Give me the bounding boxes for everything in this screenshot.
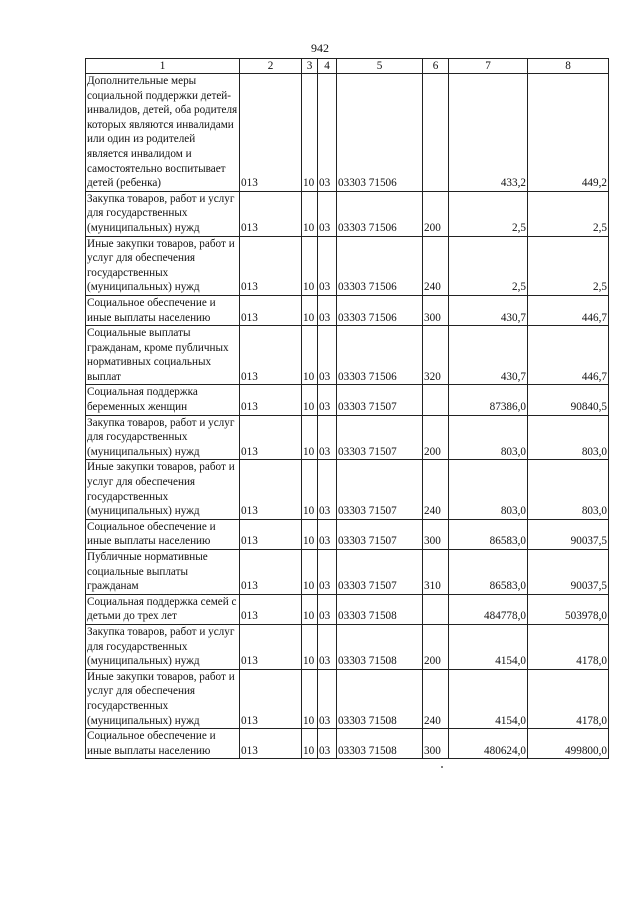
- column-header-2: 2: [240, 59, 302, 74]
- expense-type-cell: 200: [423, 624, 449, 669]
- amount-year1-cell: 4154,0: [449, 669, 528, 728]
- amount-year1-cell: 4154,0: [449, 624, 528, 669]
- amount-year2-cell: 90037,5: [528, 550, 609, 595]
- subsection-cell: 03: [318, 519, 337, 549]
- table-row: [86, 550, 609, 595]
- table-body: [86, 74, 609, 759]
- amount-year1-cell: 480624,0: [449, 729, 528, 759]
- subsection-cell: 03: [318, 74, 337, 192]
- subsection-cell: 03: [318, 669, 337, 728]
- amount-year2-cell: 499800,0: [528, 729, 609, 759]
- row-name-cell: Социальные выплаты гражданам, кроме публичных нормативных социальных выплат: [86, 326, 240, 385]
- table-row: [86, 624, 609, 669]
- amount-year2-cell: 90037,5: [528, 519, 609, 549]
- amount-year1-cell: 2,5: [449, 191, 528, 236]
- subsection-cell: 03: [318, 191, 337, 236]
- row-name-cell: Закупка товаров, работ и услуг для государственных (муниципальных) нужд: [86, 415, 240, 460]
- section-cell: 10: [302, 295, 318, 325]
- ministry-code-cell: 013: [240, 326, 302, 385]
- amount-year2-cell: 446,7: [528, 326, 609, 385]
- target-article-cell: 03303 71507: [337, 415, 423, 460]
- expense-type-cell: 200: [423, 191, 449, 236]
- table-row: [86, 295, 609, 325]
- amount-year2-cell: 503978,0: [528, 594, 609, 624]
- row-name-cell: Дополнительные меры социальной поддержки детей-инвалидов, детей, оба родителя которых являются инвалидами или один из родителей является инвалидом и самостоятельно воспитывает детей (ребенка): [86, 74, 240, 192]
- section-cell: 10: [302, 385, 318, 415]
- target-article-cell: 03303 71506: [337, 326, 423, 385]
- ministry-code-cell: 013: [240, 729, 302, 759]
- expense-type-cell: 310: [423, 550, 449, 595]
- ministry-code-cell: 013: [240, 624, 302, 669]
- column-header-7: 7: [449, 59, 528, 74]
- row-name-cell: Социальное обеспечение и иные выплаты населению: [86, 519, 240, 549]
- target-article-cell: 03303 71507: [337, 385, 423, 415]
- row-name-cell: Закупка товаров, работ и услуг для государственных (муниципальных) нужд: [86, 191, 240, 236]
- target-article-cell: 03303 71508: [337, 669, 423, 728]
- amount-year1-cell: 2,5: [449, 236, 528, 295]
- subsection-cell: 03: [318, 385, 337, 415]
- target-article-cell: 03303 71508: [337, 594, 423, 624]
- column-header-4: 4: [318, 59, 337, 74]
- expense-type-cell: [423, 74, 449, 192]
- row-name-cell: Социальное обеспечение и иные выплаты населению: [86, 295, 240, 325]
- column-header-8: 8: [528, 59, 609, 74]
- amount-year2-cell: 803,0: [528, 460, 609, 519]
- target-article-cell: 03303 71507: [337, 519, 423, 549]
- table-row: [86, 460, 609, 519]
- column-header-5: 5: [337, 59, 423, 74]
- ministry-code-cell: 013: [240, 191, 302, 236]
- amount-year2-cell: 2,5: [528, 236, 609, 295]
- column-header-6: 6: [423, 59, 449, 74]
- section-cell: 10: [302, 519, 318, 549]
- amount-year2-cell: 4178,0: [528, 624, 609, 669]
- table-row: [86, 74, 609, 192]
- amount-year1-cell: 430,7: [449, 326, 528, 385]
- section-cell: 10: [302, 594, 318, 624]
- target-article-cell: 03303 71508: [337, 729, 423, 759]
- table-row: [86, 326, 609, 385]
- subsection-cell: 03: [318, 624, 337, 669]
- subsection-cell: 03: [318, 594, 337, 624]
- amount-year2-cell: 90840,5: [528, 385, 609, 415]
- amount-year1-cell: 86583,0: [449, 550, 528, 595]
- row-name-cell: Иные закупки товаров, работ и услуг для обеспечения государственных (муниципальных) нужд: [86, 460, 240, 519]
- target-article-cell: 03303 71506: [337, 74, 423, 192]
- target-article-cell: 03303 71508: [337, 624, 423, 669]
- target-article-cell: 03303 71507: [337, 550, 423, 595]
- amount-year1-cell: 803,0: [449, 415, 528, 460]
- table-row: [86, 519, 609, 549]
- section-cell: 10: [302, 624, 318, 669]
- table-header-row: [86, 59, 609, 74]
- table-row: [86, 385, 609, 415]
- amount-year1-cell: 803,0: [449, 460, 528, 519]
- amount-year1-cell: 433,2: [449, 74, 528, 192]
- subsection-cell: 03: [318, 236, 337, 295]
- amount-year1-cell: 484778,0: [449, 594, 528, 624]
- amount-year2-cell: 449,2: [528, 74, 609, 192]
- row-name-cell: Иные закупки товаров, работ и услуг для обеспечения государственных (муниципальных) нужд: [86, 236, 240, 295]
- amount-year2-cell: 446,7: [528, 295, 609, 325]
- section-cell: 10: [302, 326, 318, 385]
- expense-type-cell: 320: [423, 326, 449, 385]
- ministry-code-cell: 013: [240, 460, 302, 519]
- ministry-code-cell: 013: [240, 236, 302, 295]
- amount-year1-cell: 430,7: [449, 295, 528, 325]
- row-name-cell: Социальная поддержка семей с детьми до трех лет: [86, 594, 240, 624]
- amount-year2-cell: 2,5: [528, 191, 609, 236]
- amount-year2-cell: 803,0: [528, 415, 609, 460]
- table-row: [86, 669, 609, 728]
- ministry-code-cell: 013: [240, 74, 302, 192]
- subsection-cell: 03: [318, 326, 337, 385]
- expense-type-cell: 240: [423, 460, 449, 519]
- section-cell: 10: [302, 729, 318, 759]
- ministry-code-cell: 013: [240, 669, 302, 728]
- column-header-1: 1: [86, 59, 240, 74]
- section-cell: 10: [302, 74, 318, 192]
- expense-type-cell: 300: [423, 729, 449, 759]
- subsection-cell: 03: [318, 415, 337, 460]
- table-row: [86, 415, 609, 460]
- page-number: 942: [311, 41, 329, 55]
- target-article-cell: 03303 71506: [337, 295, 423, 325]
- target-article-cell: 03303 71506: [337, 236, 423, 295]
- row-name-cell: Иные закупки товаров, работ и услуг для обеспечения государственных (муниципальных) нужд: [86, 669, 240, 728]
- expense-type-cell: 240: [423, 669, 449, 728]
- subsection-cell: 03: [318, 550, 337, 595]
- table-row: [86, 594, 609, 624]
- row-name-cell: Публичные нормативные социальные выплаты гражданам: [86, 550, 240, 595]
- target-article-cell: 03303 71506: [337, 191, 423, 236]
- expense-type-cell: 240: [423, 236, 449, 295]
- table-row: [86, 236, 609, 295]
- expense-type-cell: [423, 594, 449, 624]
- row-name-cell: Закупка товаров, работ и услуг для государственных (муниципальных) нужд: [86, 624, 240, 669]
- ministry-code-cell: 013: [240, 415, 302, 460]
- subsection-cell: 03: [318, 729, 337, 759]
- subsection-cell: 03: [318, 295, 337, 325]
- expense-type-cell: 300: [423, 519, 449, 549]
- column-header-3: 3: [302, 59, 318, 74]
- expense-type-cell: 300: [423, 295, 449, 325]
- ministry-code-cell: 013: [240, 550, 302, 595]
- table-row: [86, 191, 609, 236]
- amount-year2-cell: 4178,0: [528, 669, 609, 728]
- section-cell: 10: [302, 550, 318, 595]
- ministry-code-cell: 013: [240, 594, 302, 624]
- section-cell: 10: [302, 460, 318, 519]
- target-article-cell: 03303 71507: [337, 460, 423, 519]
- budget-table: [85, 58, 609, 759]
- amount-year1-cell: 86583,0: [449, 519, 528, 549]
- section-cell: 10: [302, 669, 318, 728]
- row-name-cell: Социальное обеспечение и иные выплаты населению: [86, 729, 240, 759]
- ministry-code-cell: 013: [240, 385, 302, 415]
- ministry-code-cell: 013: [240, 295, 302, 325]
- subsection-cell: 03: [318, 460, 337, 519]
- table-row: [86, 729, 609, 759]
- section-cell: 10: [302, 236, 318, 295]
- ministry-code-cell: 013: [240, 519, 302, 549]
- scan-speck: [441, 766, 443, 768]
- row-name-cell: Социальная поддержка беременных женщин: [86, 385, 240, 415]
- expense-type-cell: 200: [423, 415, 449, 460]
- section-cell: 10: [302, 415, 318, 460]
- expense-type-cell: [423, 385, 449, 415]
- amount-year1-cell: 87386,0: [449, 385, 528, 415]
- section-cell: 10: [302, 191, 318, 236]
